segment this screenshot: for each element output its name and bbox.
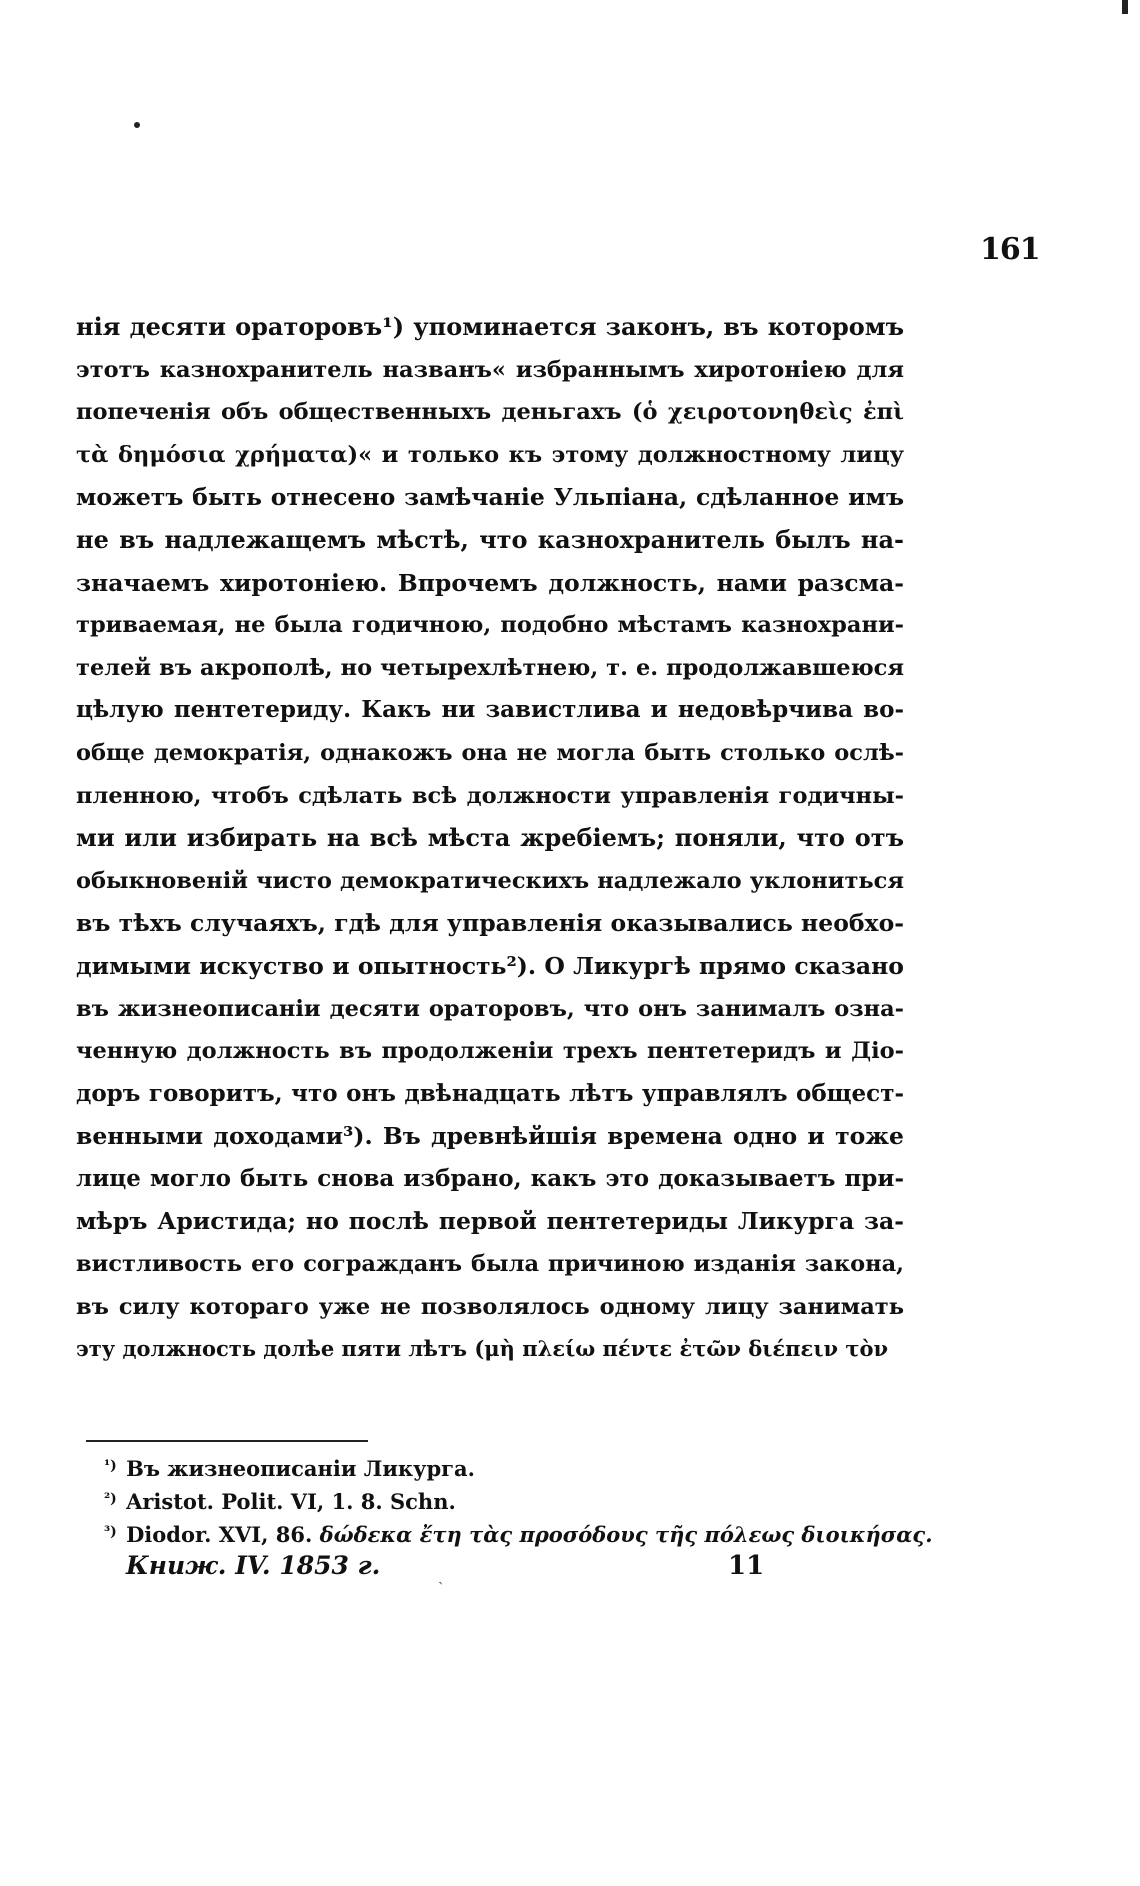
footnote-3 bbox=[104, 1516, 933, 1549]
text-line: димыми искуство и опытность²). О Ликургѣ прямо сказано bbox=[76, 951, 904, 980]
text-line: не въ надлежащемъ мѣстѣ, что казнохранитель былъ на- bbox=[76, 524, 904, 554]
text-line: обще демократія, однакожъ она не могла быть столько ослѣ- bbox=[76, 739, 904, 766]
footnote-greek-text: δώδεκα ἔτη τὰς προσόδους τῆς πόλεως διοικήσας. bbox=[319, 1522, 933, 1547]
footnote-mark: ²) bbox=[104, 1491, 117, 1507]
footnotes bbox=[104, 1450, 933, 1549]
sheet-number: 11 bbox=[728, 1551, 765, 1581]
text-line: нія десяти ораторовъ¹) упоминается законъ, въ которомъ bbox=[76, 312, 904, 341]
text-line: ченную должность въ продолженіи трехъ пентетеридъ и Діо- bbox=[76, 1038, 904, 1065]
stray-mark: ˎ bbox=[438, 1566, 444, 1585]
text-line: τὰ δημόσια χρήματα)« и только къ этому должностному лицу bbox=[76, 441, 904, 468]
text-line: въ жизнеописаніи десяти ораторовъ, что онъ занималъ озна- bbox=[76, 995, 904, 1022]
footnote-text: Aristot. Polit. VI, 1. 8. Schn. bbox=[126, 1489, 456, 1514]
footnote-1 bbox=[104, 1450, 924, 1483]
text-line: пленною, чтобъ сдѣлать всѣ должности управленія годичны- bbox=[76, 782, 904, 809]
text-line: попеченія объ общественныхъ деньгахъ (ὁ χειροτονηθεὶς ἐπὶ bbox=[76, 399, 904, 426]
footnote-mark: ³) bbox=[104, 1524, 117, 1540]
footnote-text: Diodor. XVI, 86. bbox=[126, 1522, 313, 1547]
text-line: триваемая, не была годичною, подобно мѣстамъ казнохрани- bbox=[76, 612, 904, 639]
text-line: можетъ быть отнесено замѣчаніе Ульпіана, сдѣланное имъ bbox=[76, 483, 904, 512]
footnote-2 bbox=[104, 1483, 924, 1516]
printers-signature: Книж. IV. 1853 г. bbox=[126, 1551, 381, 1580]
text-line: доръ говоритъ, что онъ двѣнадцать лѣтъ управлялъ общест- bbox=[76, 1079, 904, 1107]
text-line: цѣлую пентетериду. Какъ ни завистлива и недовѣрчива во- bbox=[76, 696, 904, 724]
text-line: ми или избирать на всѣ мѣста жребіемъ; поняли, что отъ bbox=[76, 823, 904, 853]
text-line: вистливость его согражданъ была причиною изданія закона, bbox=[76, 1251, 904, 1278]
text-line: обыкновеній чисто демократическихъ надлежало уклониться bbox=[76, 867, 904, 894]
footnote-mark: ¹) bbox=[104, 1458, 117, 1474]
text-line: венными доходами³). Въ древнѣйшія времена одно и тоже bbox=[76, 1122, 904, 1151]
ink-dot-mark bbox=[134, 122, 140, 128]
text-line: лице могло быть снова избрано, какъ это доказываетъ при- bbox=[76, 1164, 904, 1192]
body-text bbox=[76, 306, 904, 1371]
text-line: эту должность долѣе пяти лѣтъ (μὴ πλείω πέντε ἐτῶν διέπειν τὸν bbox=[76, 1336, 889, 1362]
page-corner-mark bbox=[1122, 0, 1128, 14]
footnote-text: Въ жизнеописаніи Ликурга. bbox=[126, 1456, 475, 1481]
page-number: 161 bbox=[980, 232, 1040, 267]
text-line: мѣръ Аристида; но послѣ первой пентетериды Ликурга за- bbox=[76, 1207, 904, 1236]
text-line: въ силу котораго уже не позволялось одному лицу занимать bbox=[76, 1293, 904, 1320]
text-line: въ тѣхъ случаяхъ, гдѣ для управленія оказывались необхо- bbox=[76, 909, 904, 938]
text-line: этотъ казнохранитель названъ« избраннымъ хиротоніею для bbox=[76, 356, 904, 383]
text-line: телей въ акрополѣ, но четырехлѣтнею, т. е. продолжавшеюся bbox=[76, 654, 904, 681]
footnote-rule bbox=[86, 1440, 368, 1442]
text-line: значаемъ хиротоніею. Впрочемъ должность, нами разсма- bbox=[76, 568, 904, 597]
